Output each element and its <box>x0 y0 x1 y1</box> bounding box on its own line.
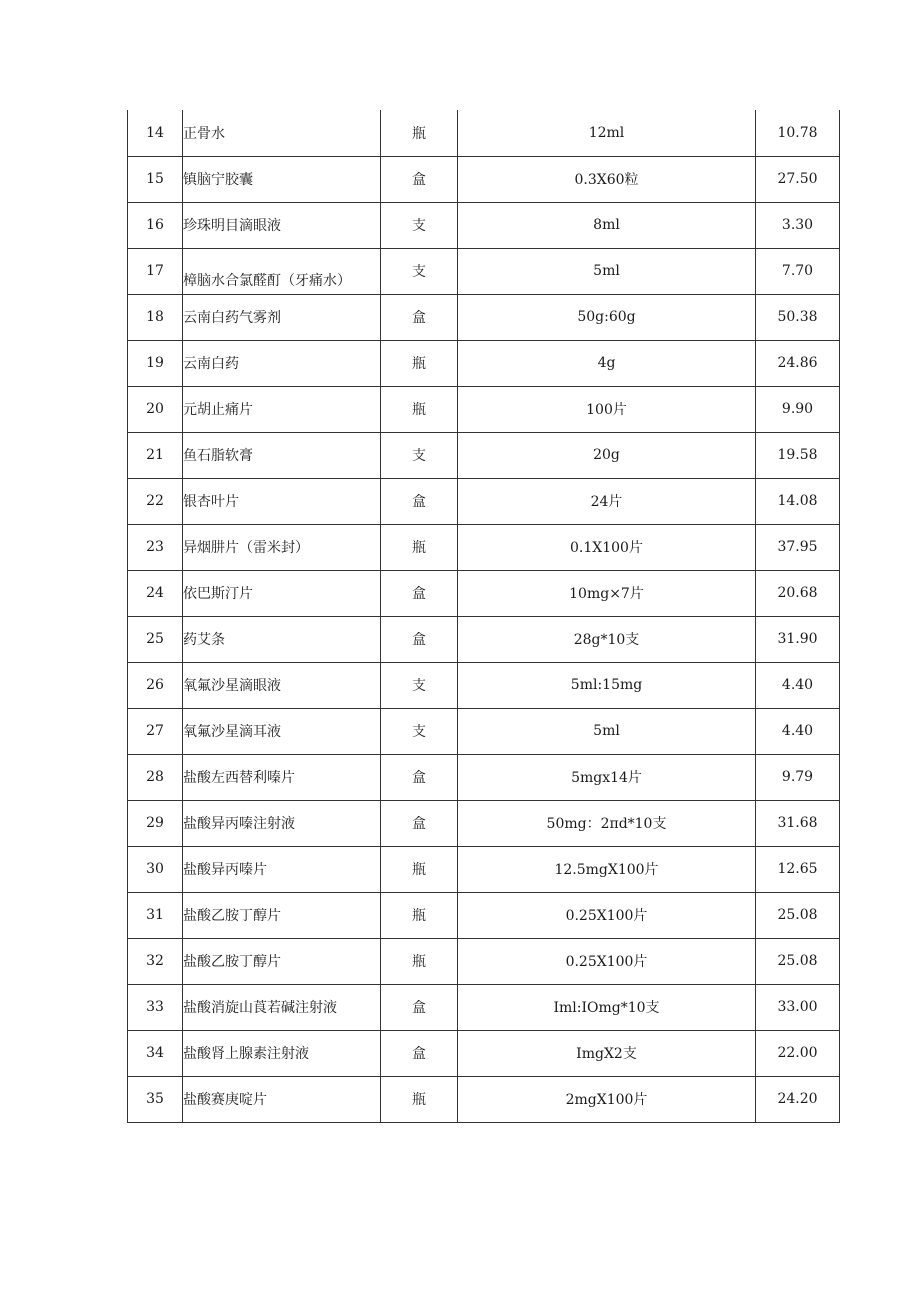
drug-name-cell: 氧氟沙星滴耳液 <box>183 708 381 754</box>
table-row <box>128 984 840 1030</box>
unit-cell: 支 <box>381 432 458 478</box>
unit-cell: 盒 <box>381 478 458 524</box>
drug-name-cell: 云南白药 <box>183 340 381 386</box>
spec-cell: 5ml <box>458 248 756 294</box>
unit-cell: 瓶 <box>381 846 458 892</box>
drug-name-cell: 银杏叶片 <box>183 478 381 524</box>
price-cell: 31.90 <box>756 616 840 662</box>
table-row <box>128 892 840 938</box>
spec-cell: 24片 <box>458 478 756 524</box>
unit-cell: 盒 <box>381 1030 458 1076</box>
spec-cell: ImgX2支 <box>458 1030 756 1076</box>
spec-cell: 0.1X100片 <box>458 524 756 570</box>
row-number-cell: 23 <box>128 524 183 570</box>
table-row <box>128 248 840 294</box>
drug-name-cell: 元胡止痛片 <box>183 386 381 432</box>
unit-cell: 瓶 <box>381 938 458 984</box>
table-row <box>128 1030 840 1076</box>
drug-name-cell: 盐酸赛庚啶片 <box>183 1076 381 1122</box>
row-number-cell: 33 <box>128 984 183 1030</box>
spec-cell: 50g:60g <box>458 294 756 340</box>
unit-cell: 瓶 <box>381 110 458 156</box>
table-row <box>128 110 840 156</box>
price-cell: 22.00 <box>756 1030 840 1076</box>
drug-name-cell: 药艾条 <box>183 616 381 662</box>
drug-name-cell: 盐酸异丙嗪片 <box>183 846 381 892</box>
unit-cell: 支 <box>381 202 458 248</box>
table-row <box>128 478 840 524</box>
price-cell: 25.08 <box>756 938 840 984</box>
table-row <box>128 708 840 754</box>
row-number-cell: 16 <box>128 202 183 248</box>
drug-name-cell: 珍珠明目滴眼液 <box>183 202 381 248</box>
price-cell: 12.65 <box>756 846 840 892</box>
drug-name-cell: 盐酸乙胺丁醇片 <box>183 938 381 984</box>
table-row <box>128 800 840 846</box>
drug-name-cell: 依巴斯汀片 <box>183 570 381 616</box>
row-number-cell: 32 <box>128 938 183 984</box>
price-cell: 10.78 <box>756 110 840 156</box>
spec-cell: 0.3X60粒 <box>458 156 756 202</box>
table-row <box>128 1076 840 1122</box>
spec-cell: 20g <box>458 432 756 478</box>
row-number-cell: 34 <box>128 1030 183 1076</box>
drug-name-cell: 异烟肼片（雷米封） <box>183 524 381 570</box>
drug-name-cell: 樟脑水合氯醛酊（牙痛水） <box>183 248 381 294</box>
unit-cell: 盒 <box>381 800 458 846</box>
spec-cell: 12ml <box>458 110 756 156</box>
table-row <box>128 846 840 892</box>
price-cell: 24.86 <box>756 340 840 386</box>
price-cell: 20.68 <box>756 570 840 616</box>
table-row <box>128 294 840 340</box>
unit-cell: 盒 <box>381 984 458 1030</box>
price-cell: 4.40 <box>756 708 840 754</box>
price-cell: 31.68 <box>756 800 840 846</box>
price-cell: 33.00 <box>756 984 840 1030</box>
unit-cell: 盒 <box>381 570 458 616</box>
price-cell: 50.38 <box>756 294 840 340</box>
price-cell: 14.08 <box>756 478 840 524</box>
drug-name-cell: 盐酸异丙嗪注射液 <box>183 800 381 846</box>
unit-cell: 瓶 <box>381 524 458 570</box>
row-number-cell: 18 <box>128 294 183 340</box>
table-row <box>128 662 840 708</box>
spec-cell: 8ml <box>458 202 756 248</box>
row-number-cell: 15 <box>128 156 183 202</box>
drug-table-body <box>128 110 840 1122</box>
row-number-cell: 20 <box>128 386 183 432</box>
unit-cell: 瓶 <box>381 892 458 938</box>
table-row <box>128 616 840 662</box>
unit-cell: 瓶 <box>381 1076 458 1122</box>
table-row <box>128 570 840 616</box>
price-cell: 4.40 <box>756 662 840 708</box>
unit-cell: 支 <box>381 662 458 708</box>
row-number-cell: 30 <box>128 846 183 892</box>
spec-cell: 5mgx14片 <box>458 754 756 800</box>
row-number-cell: 19 <box>128 340 183 386</box>
drug-name-cell: 盐酸乙胺丁醇片 <box>183 892 381 938</box>
price-cell: 19.58 <box>756 432 840 478</box>
unit-cell: 盒 <box>381 616 458 662</box>
drug-price-table <box>127 110 840 1123</box>
price-cell: 9.90 <box>756 386 840 432</box>
table-row <box>128 156 840 202</box>
table-row <box>128 524 840 570</box>
row-number-cell: 29 <box>128 800 183 846</box>
drug-name-cell: 云南白药气雾剂 <box>183 294 381 340</box>
spec-cell: 50mg：2πd*10支 <box>458 800 756 846</box>
row-number-cell: 17 <box>128 248 183 294</box>
drug-name-cell: 盐酸肾上腺素注射液 <box>183 1030 381 1076</box>
spec-cell: 28g*10支 <box>458 616 756 662</box>
unit-cell: 支 <box>381 708 458 754</box>
price-cell: 25.08 <box>756 892 840 938</box>
row-number-cell: 24 <box>128 570 183 616</box>
row-number-cell: 26 <box>128 662 183 708</box>
table-row <box>128 754 840 800</box>
spec-cell: 2mgX100片 <box>458 1076 756 1122</box>
table-row <box>128 386 840 432</box>
spec-cell: 4g <box>458 340 756 386</box>
table-row <box>128 340 840 386</box>
unit-cell: 支 <box>381 248 458 294</box>
drug-name-cell: 氧氟沙星滴眼液 <box>183 662 381 708</box>
spec-cell: 100片 <box>458 386 756 432</box>
row-number-cell: 25 <box>128 616 183 662</box>
unit-cell: 盒 <box>381 294 458 340</box>
spec-cell: 12.5mgX100片 <box>458 846 756 892</box>
row-number-cell: 35 <box>128 1076 183 1122</box>
row-number-cell: 27 <box>128 708 183 754</box>
spec-cell: Iml:IOmg*10支 <box>458 984 756 1030</box>
drug-name-cell: 正骨水 <box>183 110 381 156</box>
spec-cell: 0.25X100片 <box>458 892 756 938</box>
price-cell: 9.79 <box>756 754 840 800</box>
unit-cell: 瓶 <box>381 340 458 386</box>
row-number-cell: 28 <box>128 754 183 800</box>
drug-name-cell: 镇脑宁胶囊 <box>183 156 381 202</box>
row-number-cell: 21 <box>128 432 183 478</box>
spec-cell: 10mg×7片 <box>458 570 756 616</box>
row-number-cell: 31 <box>128 892 183 938</box>
drug-name-cell: 盐酸左西替利嗪片 <box>183 754 381 800</box>
price-cell: 37.95 <box>756 524 840 570</box>
price-cell: 27.50 <box>756 156 840 202</box>
spec-cell: 5ml:15mg <box>458 662 756 708</box>
unit-cell: 盒 <box>381 156 458 202</box>
spec-cell: 0.25X100片 <box>458 938 756 984</box>
table-row <box>128 432 840 478</box>
unit-cell: 盒 <box>381 754 458 800</box>
price-cell: 7.70 <box>756 248 840 294</box>
table-row <box>128 938 840 984</box>
row-number-cell: 14 <box>128 110 183 156</box>
row-number-cell: 22 <box>128 478 183 524</box>
price-cell: 3.30 <box>756 202 840 248</box>
spec-cell: 5ml <box>458 708 756 754</box>
drug-name-cell: 盐酸消旋山莨若碱注射液 <box>183 984 381 1030</box>
drug-name-cell: 鱼石脂软膏 <box>183 432 381 478</box>
table-row <box>128 202 840 248</box>
unit-cell: 瓶 <box>381 386 458 432</box>
price-cell: 24.20 <box>756 1076 840 1122</box>
